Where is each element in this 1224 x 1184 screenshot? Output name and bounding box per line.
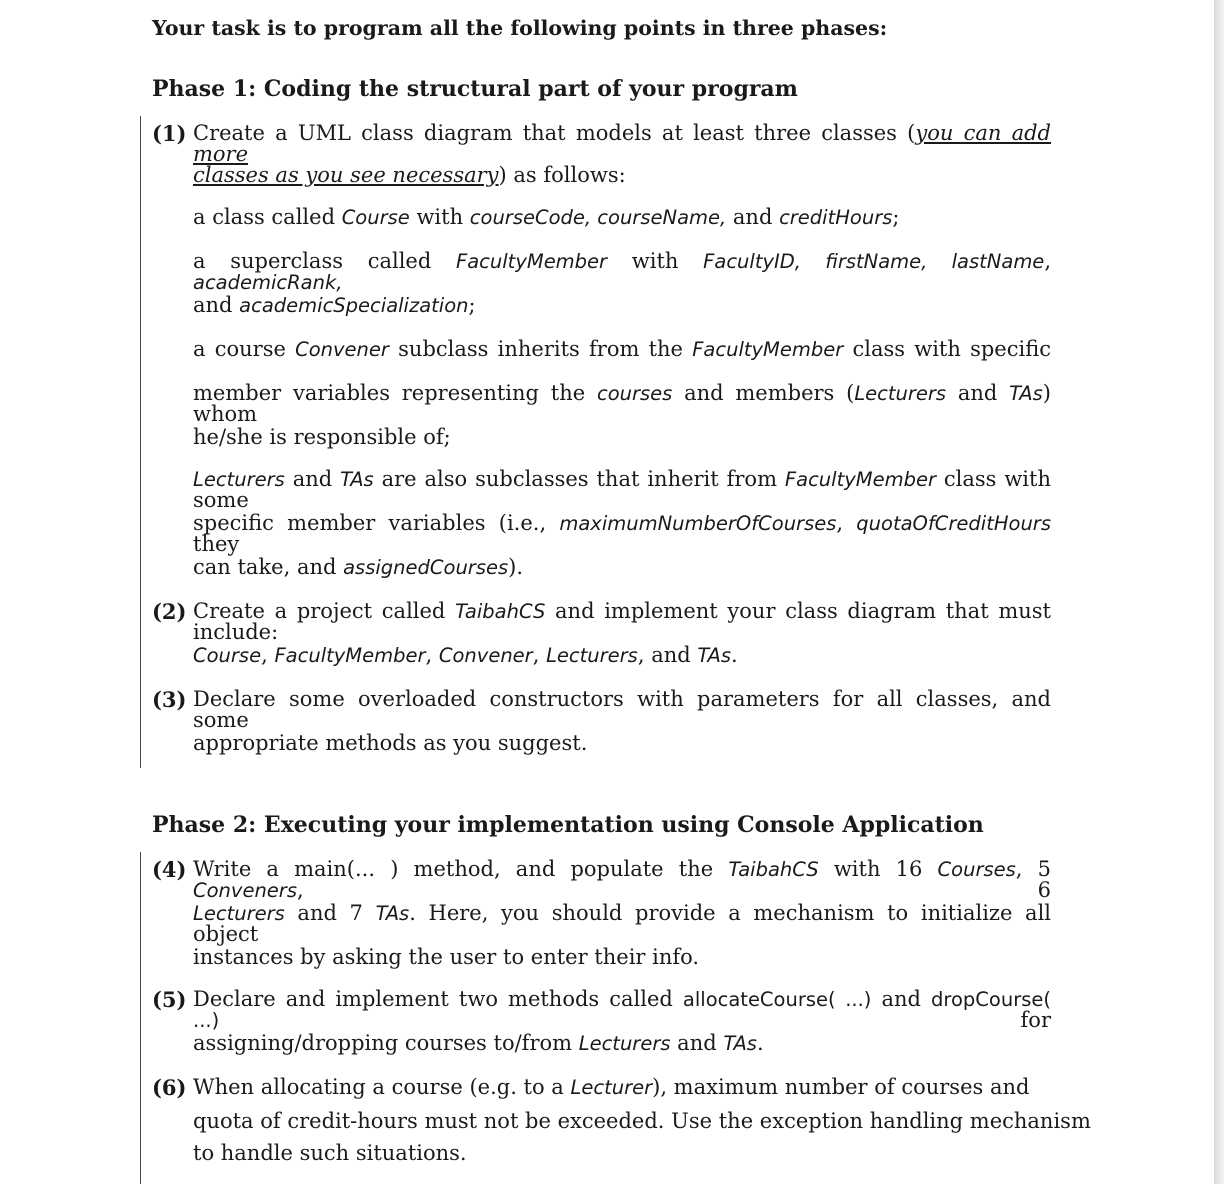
item1-line5: and academicSpecialization; — [193, 293, 476, 317]
item3-number: (3) — [152, 687, 187, 712]
item4-line3: instances by asking the user to enter their info. — [193, 945, 700, 969]
item5-number: (5) — [152, 987, 187, 1012]
item1-line4: a superclass called FacultyMember with FacultyID, firstName, lastName, academicRank, — [193, 249, 1051, 294]
item5-line2: assigning/dropping courses to/from Lecturers and TAs. — [193, 1031, 764, 1055]
item1-line6: a course Convener subclass inherits from the FacultyMember class with specific — [193, 337, 1051, 361]
item1-line1: Create a UML class diagram that models at least three classes (you can add more — [193, 121, 1051, 166]
item3-line1: Declare some overloaded constructors with parameters for all classes, and some — [193, 687, 1051, 732]
item3-line2: appropriate methods as you suggest. — [193, 731, 588, 755]
item1-line10: specific member variables (i.e., maximumNumberOfCourses, quotaOfCreditHours they — [193, 511, 1051, 556]
item2-line2: Course, FacultyMember, Convener, Lecturers, and TAs. — [193, 643, 738, 667]
task-title: Your task is to program all the following points in three phases: — [152, 16, 888, 40]
item1-number: (1) — [152, 121, 187, 146]
phase1-heading: Phase 1: Coding the structural part of your program — [152, 76, 798, 102]
item2-number: (2) — [152, 599, 187, 624]
item5-line1: Declare and implement two methods called allocateCourse( ...) and dropCourse( ...) for — [193, 987, 1051, 1032]
item4-line2: Lecturers and 7 TAs. Here, you should provide a mechanism to initialize all object — [193, 901, 1052, 946]
item1-line8: he/she is responsible of; — [193, 425, 451, 449]
item1-line3: a class called Course with courseCode, courseName, and creditHours; — [193, 205, 900, 229]
item1-line11: can take, and assignedCourses). — [193, 555, 524, 579]
page-edge-shadow — [1214, 0, 1224, 1184]
item6-line3: to handle such situations. — [193, 1141, 467, 1165]
item6-line1: When allocating a course (e.g. to a Lecturer), maximum number of courses and — [193, 1075, 1030, 1099]
phase2-heading: Phase 2: Executing your implementation using Console Application — [152, 812, 984, 838]
item6-number: (6) — [152, 1075, 187, 1100]
phase1-side-rule — [140, 116, 141, 768]
item1-link-text: you can add more — [193, 121, 1051, 166]
phase2-side-rule — [140, 852, 141, 1184]
item2-line1: Create a project called TaibahCS and implement your class diagram that must include: — [193, 599, 1051, 644]
item6-line2: quota of credit-hours must not be exceeded. Use the exception handling mechanism — [193, 1109, 1091, 1133]
item4-number: (4) — [152, 857, 187, 882]
item1-line7: member variables representing the courses and members (Lecturers and TAs) whom — [193, 381, 1051, 426]
item1-line9: Lecturers and TAs are also subclasses that inherit from FacultyMember class with some — [193, 467, 1051, 512]
item4-line1: Write a main(... ) method, and populate the TaibahCS with 16 Courses, 5 Conveners, 6 — [193, 857, 1052, 902]
item1-line2: classes as you see necessary) as follows: — [193, 163, 626, 187]
